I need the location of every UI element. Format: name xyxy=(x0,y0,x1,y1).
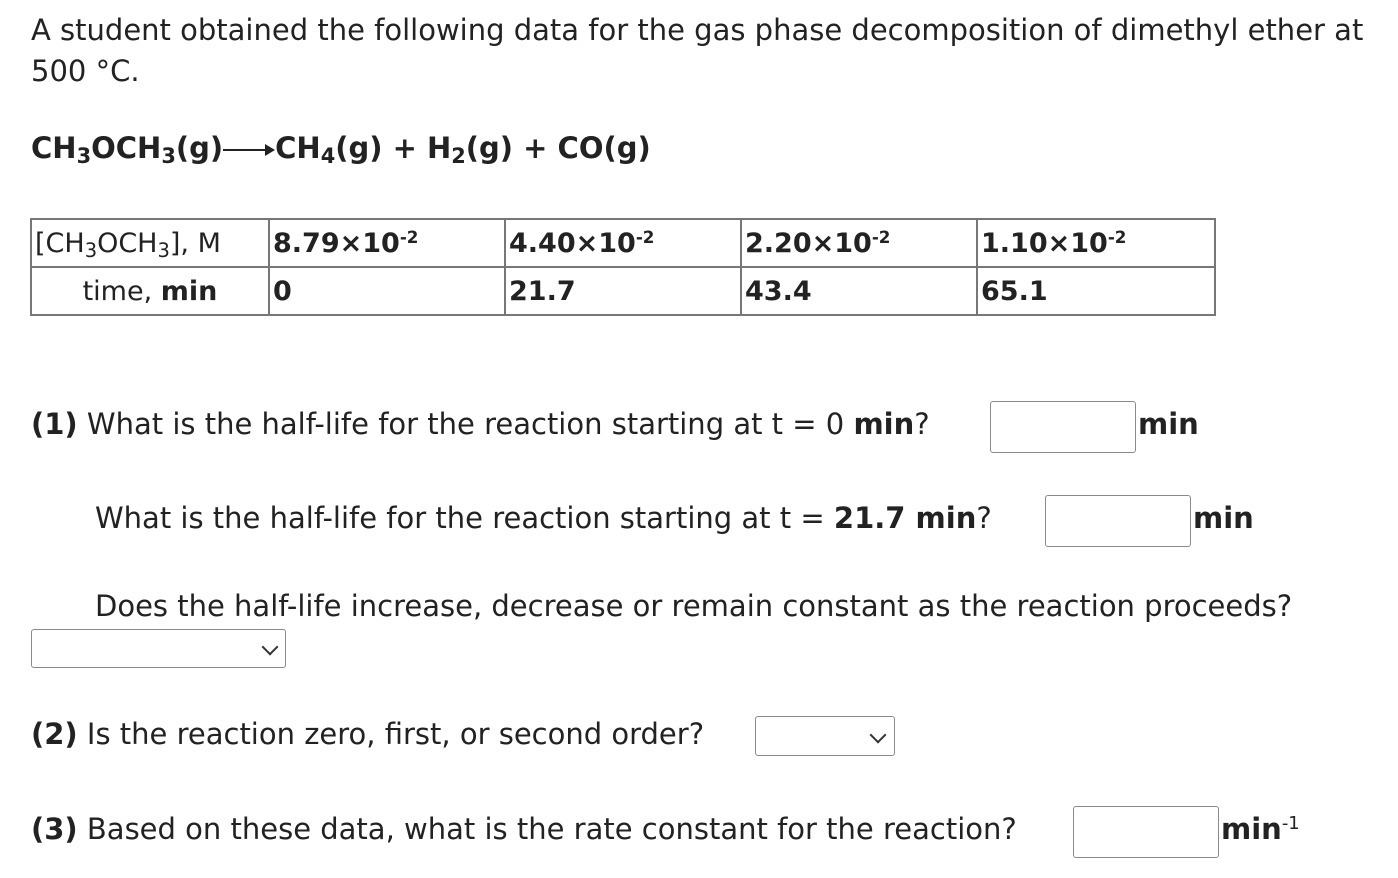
rate-constant-input[interactable] xyxy=(1073,806,1219,858)
products-part: $CH_4(g) + H_2(g) + CO(g)$ xyxy=(275,131,651,169)
time-cell: 65.1 xyxy=(977,267,1215,315)
half-life-t21-unit: min xyxy=(1193,501,1254,535)
reaction-equation xyxy=(31,131,651,169)
half-life-t0-unit: min xyxy=(1138,407,1199,441)
concentration-cell: $2.20\times 10^{-2}$ xyxy=(741,219,977,267)
concentration-cell: $4.40\times 10^{-2}$ xyxy=(505,219,741,267)
concentration-header: $[CH_3OCH_3]$, M xyxy=(31,219,269,267)
q1-half-life-trend-question: Does the half-life increase, decrease or remain constant as the reaction proceeds? xyxy=(95,589,1293,623)
data-table xyxy=(30,218,1216,316)
reactant-part: $CH_3OCH_3(g)$ xyxy=(31,131,224,169)
half-life-t0-input[interactable] xyxy=(990,401,1136,453)
q1-half-life-t0-question: (1) What is the half-life for the reaction starting at t = 0 min? xyxy=(31,407,930,441)
half-life-trend-select[interactable] xyxy=(31,629,286,668)
time-cell: 43.4 xyxy=(741,267,977,315)
time-header: time, min xyxy=(31,267,269,315)
time-cell: 21.7 xyxy=(505,267,741,315)
half-life-t21-input[interactable] xyxy=(1045,495,1191,547)
reaction-arrow-icon xyxy=(223,149,273,151)
rate-constant-unit: $\min^{-1}$ xyxy=(1221,812,1300,846)
concentration-row xyxy=(31,219,1215,267)
q3-rate-constant-question: (3) Based on these data, what is the rate constant for the reaction? xyxy=(31,812,1017,846)
reaction-order-select[interactable] xyxy=(755,716,895,756)
concentration-cell: $8.79\times 10^{-2}$ xyxy=(269,219,505,267)
concentration-cell: $1.10\times 10^{-2}$ xyxy=(977,219,1215,267)
time-row xyxy=(31,267,1215,315)
q1-half-life-t21-question: What is the half-life for the reaction starting at t = 21.7 min? xyxy=(95,501,992,535)
intro-text: A student obtained the following data for the gas phase decomposition of dimethyl ether at 500 °C. xyxy=(31,13,1364,88)
chevron-down-icon xyxy=(870,727,887,744)
q2-order-question: (2) Is the reaction zero, first, or second order? xyxy=(31,717,705,751)
chevron-down-icon xyxy=(262,639,279,656)
time-cell: 0 xyxy=(269,267,505,315)
